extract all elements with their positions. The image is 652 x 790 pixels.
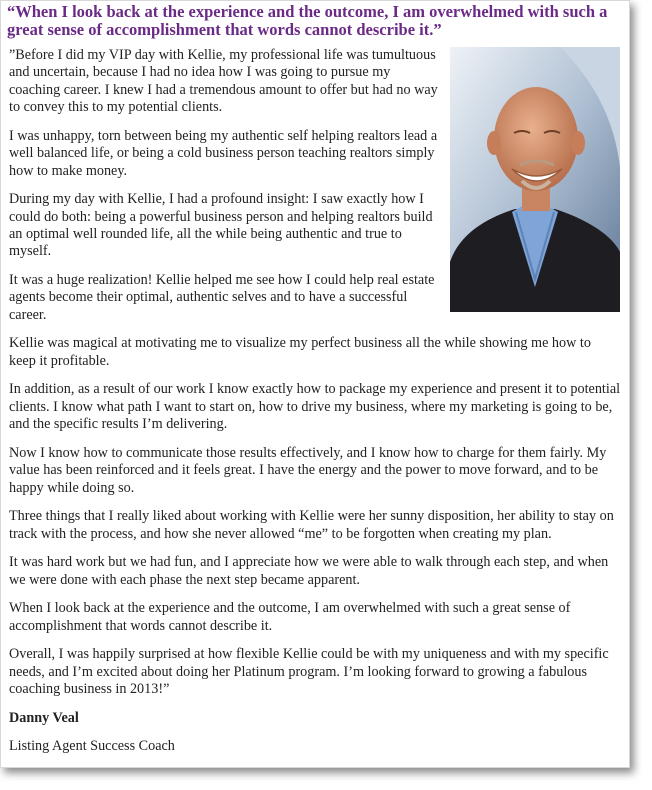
testimonial-paragraph-8: Three things that I really liked about working with Kellie were her sunny disposition, her ability to stay on track with the process, and how she never allowed “me” to be forgotten when creating my plan. [9,508,614,542]
testimonial-paragraph-3: During my day with Kellie, I had a profound insight: I saw exactly how I could do both: being a powerful business person and helping realtors build an optimal well rounded life, all the while being authentic and true to myself. [9,191,433,260]
testimonial-paragraph-10: When I look back at the experience and the outcome, I am overwhelmed with such a great sense of accomplishment that words cannot describe it. [9,600,571,634]
testimonial-paragraph-9: It was hard work but we had fun, and I appreciate how we were able to walk through each step, and when we were done with each phase the next step became apparent. [9,554,609,588]
testimonial-paragraph-6: In addition, as a result of our work I know exactly how to package my experience and present it to potential clients. I know what path I want to start on, how to drive my business, where my marketing is going to be, and the specific results I’m delivering. [9,381,621,433]
testimonial-paragraph-1: ”Before I did my VIP day with Kellie, my professional life was tumultuous and uncertain, because I had no idea how I was going to pursue my coaching career. I knew I had a tremendous amount to offer but had no way to convey this to my potential clients. [9,47,438,116]
testimonial-paragraph-5: Kellie was magical at motivating me to visualize my perfect business all the while showing me how to keep it profitable. [9,335,591,369]
testimonial-paragraph-11: Overall, I was happily surprised at how flexible Kellie could be with my uniqueness and with my specific needs, and I’m excited about doing her Platinum program. I’m looking forward to growing a fabulous coaching business in 2013!” [9,646,609,698]
testimonial-body [9,47,621,767]
testimonial-headline: “When I look back at the experience and the outcome, I am overwhelmed with such a great sense of accomplishment that words cannot describe it.” [7,2,608,39]
testimonial-paragraph-7: Now I know how to communicate those results effectively, and I know how to charge for them fairly. My value has been reinforced and it feels great. I have the energy and the power to move forward, and to be happy while doing so. [9,444,607,496]
testimonial-paragraph-4: It was a huge realization! Kellie helped me see how I could help real estate agents become their optimal, authentic selves and to have a successful career. [9,272,435,323]
signature-title: Listing Agent Success Coach [9,738,175,755]
testimonial-paragraph-2: I was unhappy, torn between being my authentic self helping realtors lead a well balanced life, or being a cold business person teaching realtors simply how to make money. [9,127,438,179]
signature-name: Danny Veal [9,709,79,726]
